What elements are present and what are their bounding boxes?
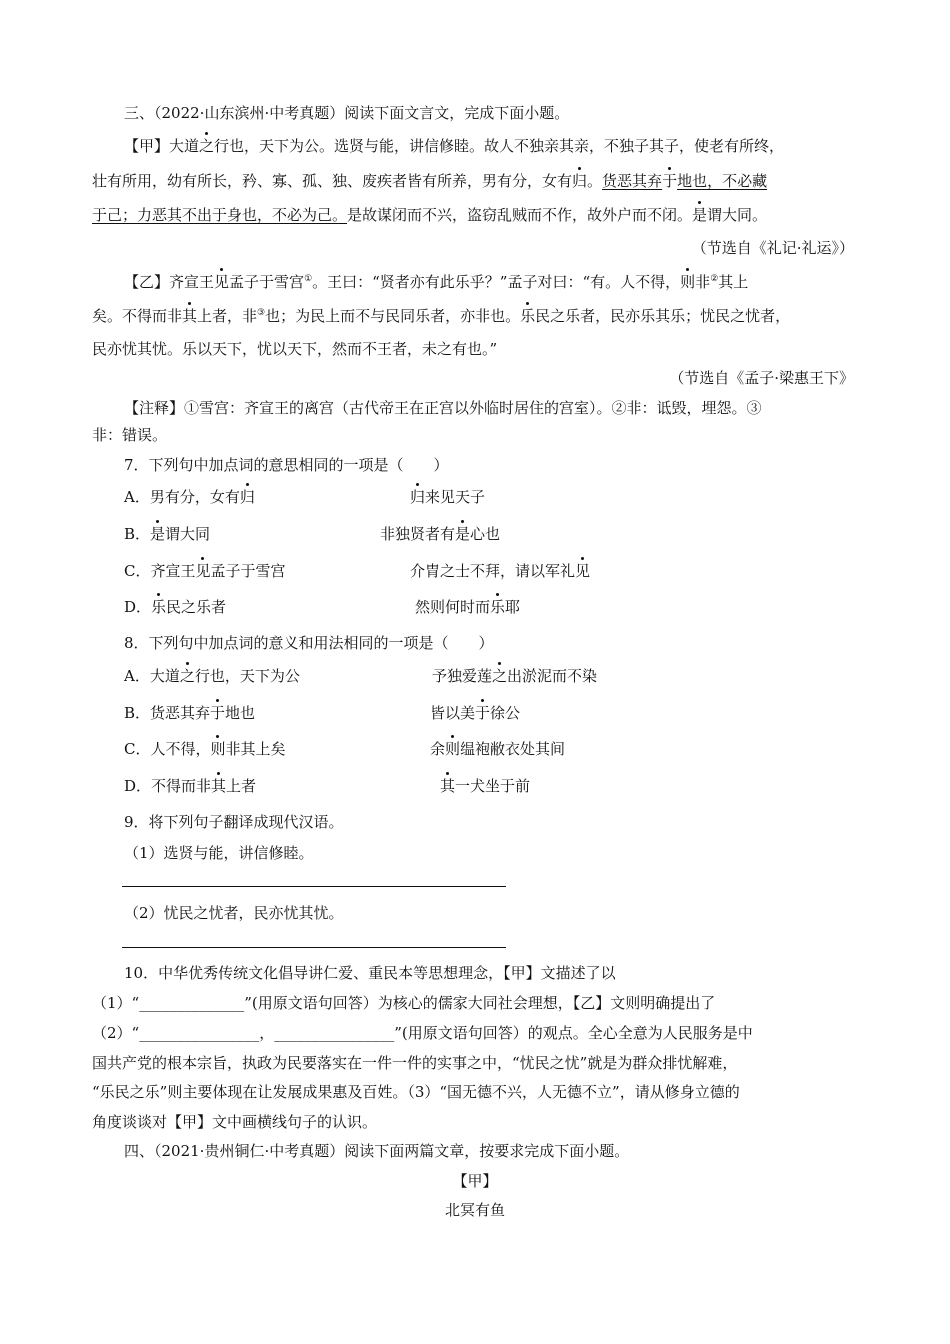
- q8-option-d[interactable]: D．不得而非其上者: [124, 777, 257, 795]
- dotted-char: 于: [662, 172, 678, 190]
- dotted-char: 见: [195, 562, 211, 580]
- notes-line-2: 非：错误。: [92, 426, 168, 444]
- q8-option-c[interactable]: C．人不得，则非其上矣: [124, 740, 286, 758]
- q8-option-d-compare: 其一犬坐于前: [440, 777, 531, 795]
- dotted-char: 之: [492, 667, 508, 685]
- q10-line-1: 10．中华优秀传统文化倡导讲仁爱、重民本等思想理念，【甲】文描述了以: [124, 964, 616, 982]
- dotted-char: 归: [239, 488, 255, 506]
- q10-line-6: 角度谈谈对【甲】文中画横线句子的认识。: [92, 1113, 378, 1131]
- dotted-char: 之: [199, 137, 215, 155]
- q7-option-b[interactable]: B．是谓大同: [124, 525, 211, 543]
- underlined-sentence-end: 于己；力恶其不出于身也，不必为己。: [92, 206, 348, 224]
- yi-line-2: 矣。不得而非其上者，非③也；为民上而不与民同乐者，亦非也。乐民之乐者，民亦乐其乐；忧民之忧者，: [92, 307, 791, 325]
- jia-tag: 【甲】: [124, 137, 170, 155]
- dotted-char: 乐: [490, 598, 506, 616]
- q9-stem: 9．将下列句子翻译成现代汉语。: [124, 813, 344, 831]
- yi-line-3: 民亦忧其忧。乐以天下，忧以天下，然而不王者，未之有也。”: [92, 340, 498, 358]
- q10-line-3: （2）“________________，________________”(用原文语句回答）的观点。全心全意为人民服务是中: [92, 1024, 753, 1042]
- q7-option-a[interactable]: A．男有分，女有归: [124, 488, 255, 506]
- dotted-char: 其: [182, 307, 198, 325]
- dotted-char: 归: [410, 488, 426, 506]
- yi-source: （节选自《孟子·梁惠王下》: [669, 369, 854, 387]
- dotted-char: 是: [692, 206, 708, 224]
- dotted-char: 则: [210, 740, 226, 758]
- yi-line-1: 【乙】齐宣王见孟子于雪宫①。王曰：“贤者亦有此乐乎？”孟子对曰：“有。人不得，则非②其上: [124, 273, 749, 291]
- q7-option-c-compare: 介胄之士不拜，请以军礼见: [410, 562, 591, 580]
- jia-line-3: 于己；力恶其不出于身也，不必为己。是故谋闭而不兴，盗窃乱贼而不作，故外户而不闭。是谓大同。: [92, 206, 768, 224]
- dotted-char: 则: [680, 273, 696, 291]
- dotted-char: 是: [150, 525, 166, 543]
- dotted-char: 见: [214, 273, 230, 291]
- q8-stem: 8．下列句中加点词的意义和用法相同的一项是（ ）: [124, 634, 494, 652]
- q9-answer-line-1[interactable]: [122, 886, 506, 887]
- q8-option-b[interactable]: B．货恶其弃于地也: [124, 704, 256, 722]
- dotted-char: 于: [210, 704, 226, 722]
- dotted-char: 于: [475, 704, 491, 722]
- yi-tag: 【乙】: [124, 273, 170, 291]
- q9-item-2: （2）忧民之忧者，民亦忧其忧。: [124, 904, 344, 922]
- dotted-char: 其: [211, 777, 227, 795]
- jia-line-1: 【甲】大道之行也，天下为公。选贤与能，讲信修睦。故人不独亲其亲，不独子其子，使老有所终，: [124, 137, 785, 155]
- dotted-char: 则: [445, 740, 461, 758]
- q9-answer-line-2[interactable]: [122, 947, 506, 948]
- q7-option-d[interactable]: D．乐民之乐者: [124, 598, 227, 616]
- q9-item-1: （1）选贤与能，讲信修睦。: [124, 844, 314, 862]
- q7-option-d-compare: 然则何时而乐耶: [415, 598, 521, 616]
- section4-heading: 四、（2021·贵州铜仁·中考真题）阅读下面两篇文章，按要求完成下面小题。: [124, 1142, 630, 1160]
- q8-option-c-compare: 余则缊袍敝衣处其间: [430, 740, 566, 758]
- q7-option-b-compare: 非独贤者有是心也: [380, 525, 501, 543]
- article-title: 北冥有鱼: [444, 1201, 505, 1219]
- q10-line-2: （1）“______________”(用原文语句回答）为核心的儒家大同社会理想，【乙】文则明确提出了: [92, 994, 716, 1012]
- dotted-char: 乐: [151, 598, 167, 616]
- dotted-char: 归: [572, 172, 588, 190]
- q7-stem: 7．下列句中加点词的意思相同的一项是（ ）: [124, 456, 449, 474]
- q10-line-5: “乐民之乐”则主要体现在让发展成果惠及百姓。（3）“国无德不兴，人无德不立”，请从修身立德的: [92, 1083, 740, 1101]
- q7-option-a-compare: 归来见天子: [410, 488, 486, 506]
- q8-option-a-compare: 予独爱莲之出淤泥而不染: [432, 667, 598, 685]
- dotted-char: 之: [179, 667, 195, 685]
- q10-line-4: 国共产党的根本宗旨，执政为民要落实在一件一件的实事之中，“忧民之忧”就是为群众排忧解难，: [92, 1054, 738, 1072]
- dotted-char: 其: [440, 777, 456, 795]
- section3-heading: 三、（2022·山东滨州·中考真题）阅读下面文言文，完成下面小题。: [124, 104, 570, 122]
- section4-jia-tag: 【甲】: [452, 1172, 498, 1190]
- dotted-char: 乐: [520, 307, 536, 325]
- jia-line-2: 壮有所用，幼有所长，矜、寡、孤、独、废疾者皆有所养，男有分，女有归。货恶其弃于地也，不必藏: [92, 172, 768, 190]
- notes-line-1: 【注释】①雪宫：齐宣王的离宫（古代帝王在正宫以外临时居住的宫室）。②非：诋毁，埋怨。③: [124, 399, 762, 417]
- jia-source: （节选自《礼记·礼运》）: [691, 239, 854, 257]
- q7-option-c[interactable]: C．齐宣王见孟子于雪宫: [124, 562, 286, 580]
- q8-option-a[interactable]: A．大道之行也，天下为公: [124, 667, 300, 685]
- dotted-char: 见: [575, 562, 591, 580]
- underlined-sentence: 货恶其弃于地也，不必藏: [602, 172, 768, 190]
- q8-option-b-compare: 皆以美于徐公: [430, 704, 521, 722]
- dotted-char: 是: [455, 525, 471, 543]
